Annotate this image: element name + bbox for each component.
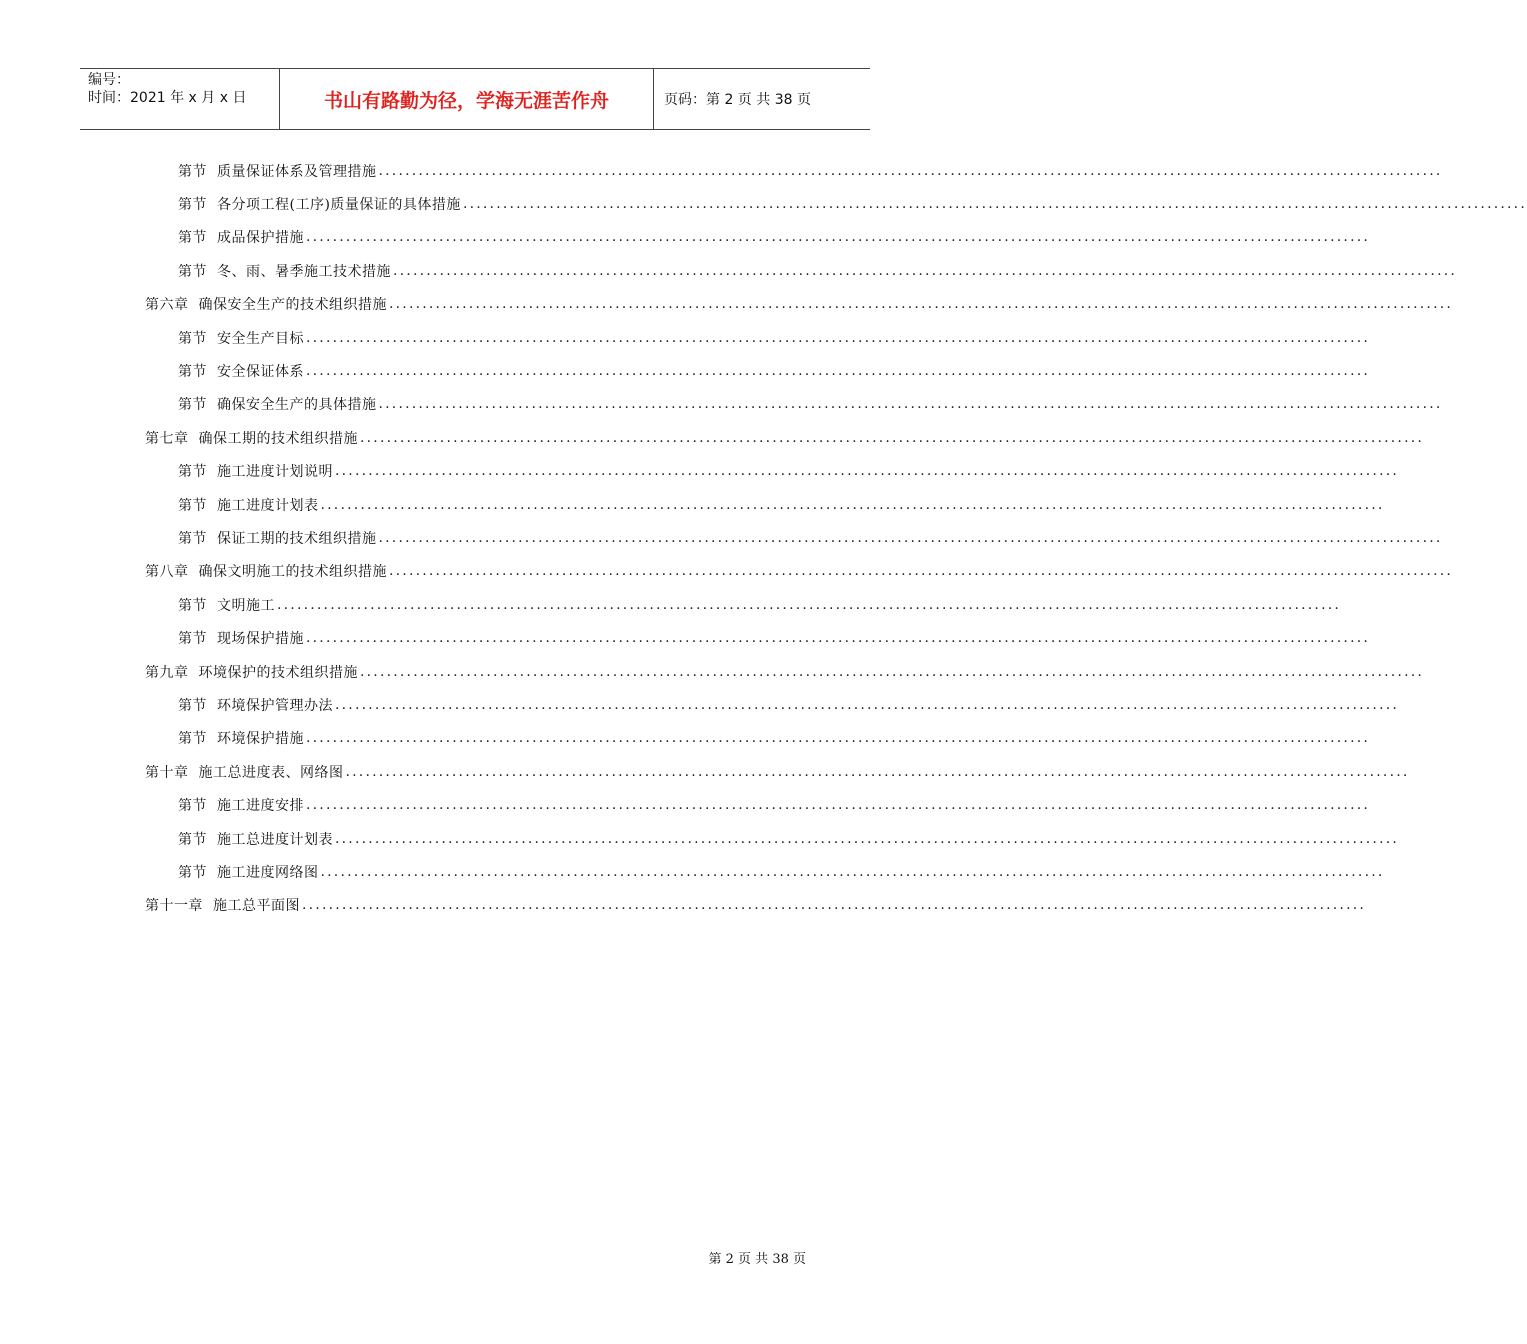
toc-entry-number: 第节 <box>178 798 207 815</box>
toc-entry-label <box>178 394 377 414</box>
toc-entry-title: 成品保护措施 <box>217 230 304 247</box>
toc-leader-dots: ................................................................................................................................................................ <box>360 663 1425 680</box>
toc-leader-dots: ................................................................................................................................................................ <box>306 229 1371 246</box>
toc-section-entry[interactable] <box>145 521 1443 554</box>
toc-entry-label <box>178 628 304 648</box>
toc-entry-label <box>145 294 387 314</box>
toc-section-entry[interactable] <box>145 388 1443 421</box>
toc-leader-dots: ................................................................................................................................................................ <box>389 563 1454 580</box>
toc-entry-label <box>178 161 377 181</box>
toc-entry-title: 确保工期的技术组织措施 <box>198 430 358 447</box>
toc-chapter-entry[interactable] <box>145 755 1410 788</box>
toc-entry-number: 第节 <box>178 530 207 547</box>
table-of-contents <box>145 154 1527 922</box>
toc-entry-number: 第节 <box>178 597 207 614</box>
header-page-number: 页码：第 2 页 共 38 页 <box>664 92 811 108</box>
toc-entry-number: 第节 <box>178 464 207 481</box>
toc-entry-number: 第六章 <box>145 297 189 314</box>
toc-leader-dots: ................................................................................................................................................................ <box>320 496 1385 513</box>
toc-entry-number: 第八章 <box>145 564 189 581</box>
toc-section-entry[interactable] <box>145 254 1458 287</box>
toc-entry-label <box>145 561 387 581</box>
toc-leader-dots: ................................................................................................................................................................ <box>306 730 1371 747</box>
toc-leader-dots: ................................................................................................................................................................ <box>389 296 1454 313</box>
toc-entry-title: 施工进度计划说明 <box>217 464 333 481</box>
toc-entry-title: 确保文明施工的技术组织措施 <box>198 564 387 581</box>
toc-section-entry[interactable] <box>145 621 1371 654</box>
toc-entry-label <box>178 261 391 281</box>
toc-entry-number: 第十一章 <box>145 898 203 915</box>
toc-entry-title: 施工进度计划表 <box>217 497 319 514</box>
toc-leader-dots: ................................................................................................................................................................ <box>378 396 1443 413</box>
toc-leader-dots: ................................................................................................................................................................ <box>335 830 1400 847</box>
toc-leader-dots: ................................................................................................................................................................ <box>335 696 1400 713</box>
toc-chapter-entry[interactable] <box>145 889 1367 922</box>
toc-leader-dots: ................................................................................................................................................................ <box>360 429 1425 446</box>
toc-chapter-entry[interactable] <box>145 555 1454 588</box>
toc-entry-number: 第节 <box>178 864 207 881</box>
toc-entry-label <box>178 795 304 815</box>
toc-section-entry[interactable] <box>145 822 1400 855</box>
toc-entry-number: 第九章 <box>145 664 189 681</box>
toc-entry-label <box>178 194 461 214</box>
time-label: 时间：2021 年 x 月 x 日 <box>88 90 247 106</box>
toc-leader-dots: ................................................................................................................................................................ <box>378 162 1443 179</box>
toc-entry-title: 环境保护的技术组织措施 <box>198 664 358 681</box>
toc-entry-number: 第节 <box>178 230 207 247</box>
toc-entry-number: 第节 <box>178 397 207 414</box>
toc-entry-label <box>178 695 333 715</box>
toc-leader-dots: ................................................................................................................................................................ <box>462 196 1527 213</box>
toc-entry-title: 施工总平面图 <box>213 898 300 915</box>
header-meta <box>80 69 280 129</box>
toc-entry-title: 施工进度网络图 <box>217 864 319 881</box>
toc-entry-title: 施工进度安排 <box>217 798 304 815</box>
toc-entry-number: 第节 <box>178 364 207 381</box>
toc-section-entry[interactable] <box>145 788 1371 821</box>
toc-leader-dots: ................................................................................................................................................................ <box>320 863 1385 880</box>
toc-entry-label <box>178 461 333 481</box>
toc-entry-title: 施工总进度计划表 <box>217 831 333 848</box>
toc-entry-number: 第七章 <box>145 430 189 447</box>
toc-leader-dots: ................................................................................................................................................................ <box>306 630 1371 647</box>
page-header <box>80 68 870 130</box>
toc-entry-number: 第节 <box>178 631 207 648</box>
toc-section-entry[interactable] <box>145 154 1443 187</box>
toc-entry-title: 环境保护措施 <box>217 731 304 748</box>
toc-entry-number: 第节 <box>178 330 207 347</box>
header-motto: 书山有路勤为径，学海无涯苦作舟 <box>280 69 654 129</box>
toc-entry-number: 第节 <box>178 697 207 714</box>
toc-entry-label <box>145 662 358 682</box>
toc-entry-title: 质量保证体系及管理措施 <box>217 163 377 180</box>
toc-leader-dots: ................................................................................................................................................................ <box>306 363 1371 380</box>
toc-section-entry[interactable] <box>145 455 1400 488</box>
toc-entry-title: 文明施工 <box>217 597 275 614</box>
toc-section-entry[interactable] <box>145 688 1400 721</box>
page-footer: 第 2 页 共 38 页 <box>708 1252 806 1267</box>
toc-section-entry[interactable] <box>145 354 1371 387</box>
toc-entry-number: 第节 <box>178 263 207 280</box>
toc-entry-label <box>178 495 319 515</box>
toc-leader-dots: ................................................................................................................................................................ <box>306 797 1371 814</box>
toc-entry-number: 第节 <box>178 497 207 514</box>
toc-entry-title: 环境保护管理办法 <box>217 697 333 714</box>
toc-entry-label <box>145 895 300 915</box>
toc-leader-dots: ................................................................................................................................................................ <box>306 329 1371 346</box>
toc-chapter-entry[interactable] <box>145 421 1425 454</box>
toc-entry-title: 安全保证体系 <box>217 364 304 381</box>
toc-entry-number: 第十章 <box>145 764 189 781</box>
toc-entry-number: 第节 <box>178 731 207 748</box>
toc-entry-title: 确保安全生产的技术组织措施 <box>198 297 387 314</box>
toc-section-entry[interactable] <box>145 187 1527 220</box>
toc-entry-label <box>178 528 377 548</box>
toc-section-entry[interactable] <box>145 488 1385 521</box>
toc-entry-label <box>178 595 275 615</box>
toc-entry-label <box>178 328 304 348</box>
toc-entry-title: 保证工期的技术组织措施 <box>217 530 377 547</box>
toc-section-entry[interactable] <box>145 588 1342 621</box>
toc-leader-dots: ................................................................................................................................................................ <box>302 897 1367 914</box>
toc-entry-label <box>178 829 333 849</box>
code-label: 编号： <box>88 72 130 88</box>
toc-section-entry[interactable] <box>145 855 1385 888</box>
toc-leader-dots: ................................................................................................................................................................ <box>345 763 1410 780</box>
toc-section-entry[interactable] <box>145 321 1371 354</box>
toc-leader-dots: ................................................................................................................................................................ <box>335 463 1400 480</box>
toc-entry-number: 第节 <box>178 831 207 848</box>
toc-entry-number: 第节 <box>178 163 207 180</box>
toc-entry-number: 第节 <box>178 197 207 214</box>
toc-leader-dots: ................................................................................................................................................................ <box>378 529 1443 546</box>
toc-leader-dots: ................................................................................................................................................................ <box>277 596 1342 613</box>
toc-chapter-entry[interactable] <box>145 288 1454 321</box>
toc-entry-label <box>178 361 304 381</box>
toc-leader-dots: ................................................................................................................................................................ <box>393 262 1458 279</box>
toc-entry-label <box>178 227 304 247</box>
toc-section-entry[interactable] <box>145 722 1371 755</box>
toc-entry-label <box>145 762 344 782</box>
toc-entry-title: 确保安全生产的具体措施 <box>217 397 377 414</box>
toc-chapter-entry[interactable] <box>145 655 1425 688</box>
toc-entry-label <box>145 428 358 448</box>
toc-entry-label <box>178 862 319 882</box>
toc-entry-title: 冬、雨、暑季施工技术措施 <box>217 263 391 280</box>
toc-entry-title: 现场保护措施 <box>217 631 304 648</box>
toc-entry-title: 各分项工程(工序)质量保证的具体措施 <box>217 197 461 214</box>
toc-entry-title: 施工总进度表、网络图 <box>198 764 344 781</box>
toc-entry-title: 安全生产目标 <box>217 330 304 347</box>
toc-entry-label <box>178 728 304 748</box>
toc-section-entry[interactable] <box>145 221 1371 254</box>
